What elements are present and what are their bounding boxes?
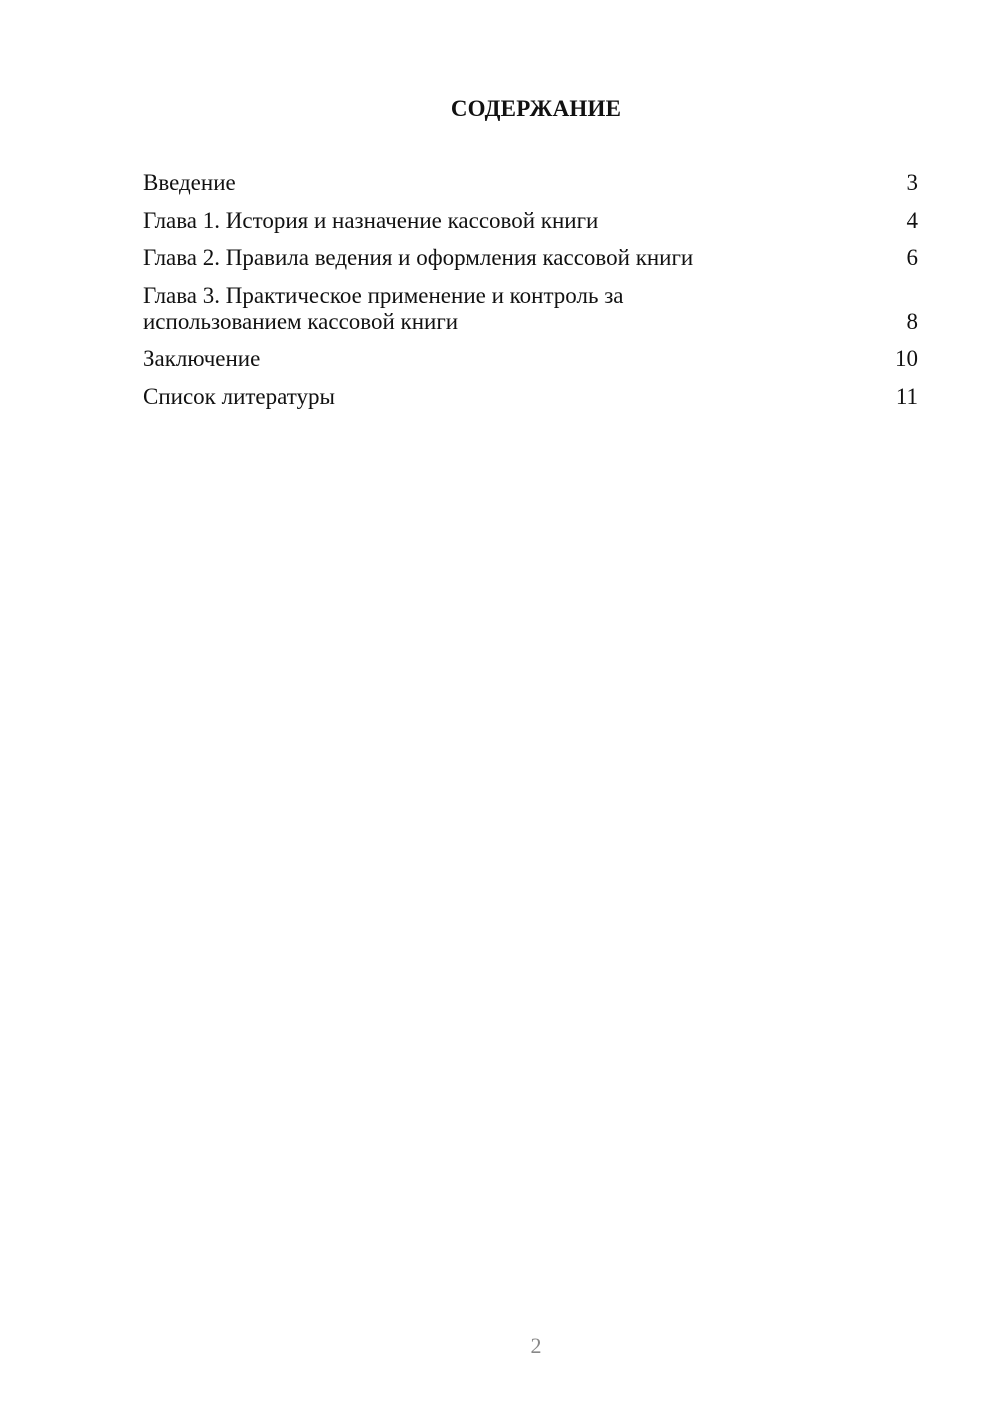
toc-item-page-number: 3 <box>906 170 918 195</box>
toc-item-chapter-3 <box>143 283 918 335</box>
page-number: 2 <box>530 1333 542 1358</box>
toc-item-label: Глава 3. Практическое применение и контроль за использованием кассовой книги <box>143 282 624 334</box>
toc-item-label: Глава 1. История и назначение кассовой книги <box>143 207 599 233</box>
toc-item-page-number: 8 <box>906 308 918 334</box>
toc-item-page-number: 11 <box>895 383 918 409</box>
toc-item-conclusion <box>143 346 918 372</box>
toc-item-introduction <box>143 170 918 196</box>
toc-item-label: Глава 2. Правила ведения и оформления кассовой книги <box>143 245 694 270</box>
toc-item-page-number: 4 <box>906 207 918 233</box>
toc-item-chapter-2 <box>143 245 918 271</box>
table-of-contents <box>143 170 918 421</box>
toc-item-label: Введение <box>143 170 236 195</box>
toc-item-page-number: 10 <box>895 346 918 371</box>
page-title: СОДЕРЖАНИЕ <box>450 96 622 121</box>
toc-item-label: Список литературы <box>143 383 335 409</box>
toc-item-chapter-1 <box>143 208 918 234</box>
toc-item-label: Заключение <box>143 346 261 371</box>
toc-item-references <box>143 384 918 410</box>
toc-item-page-number: 6 <box>906 245 918 270</box>
